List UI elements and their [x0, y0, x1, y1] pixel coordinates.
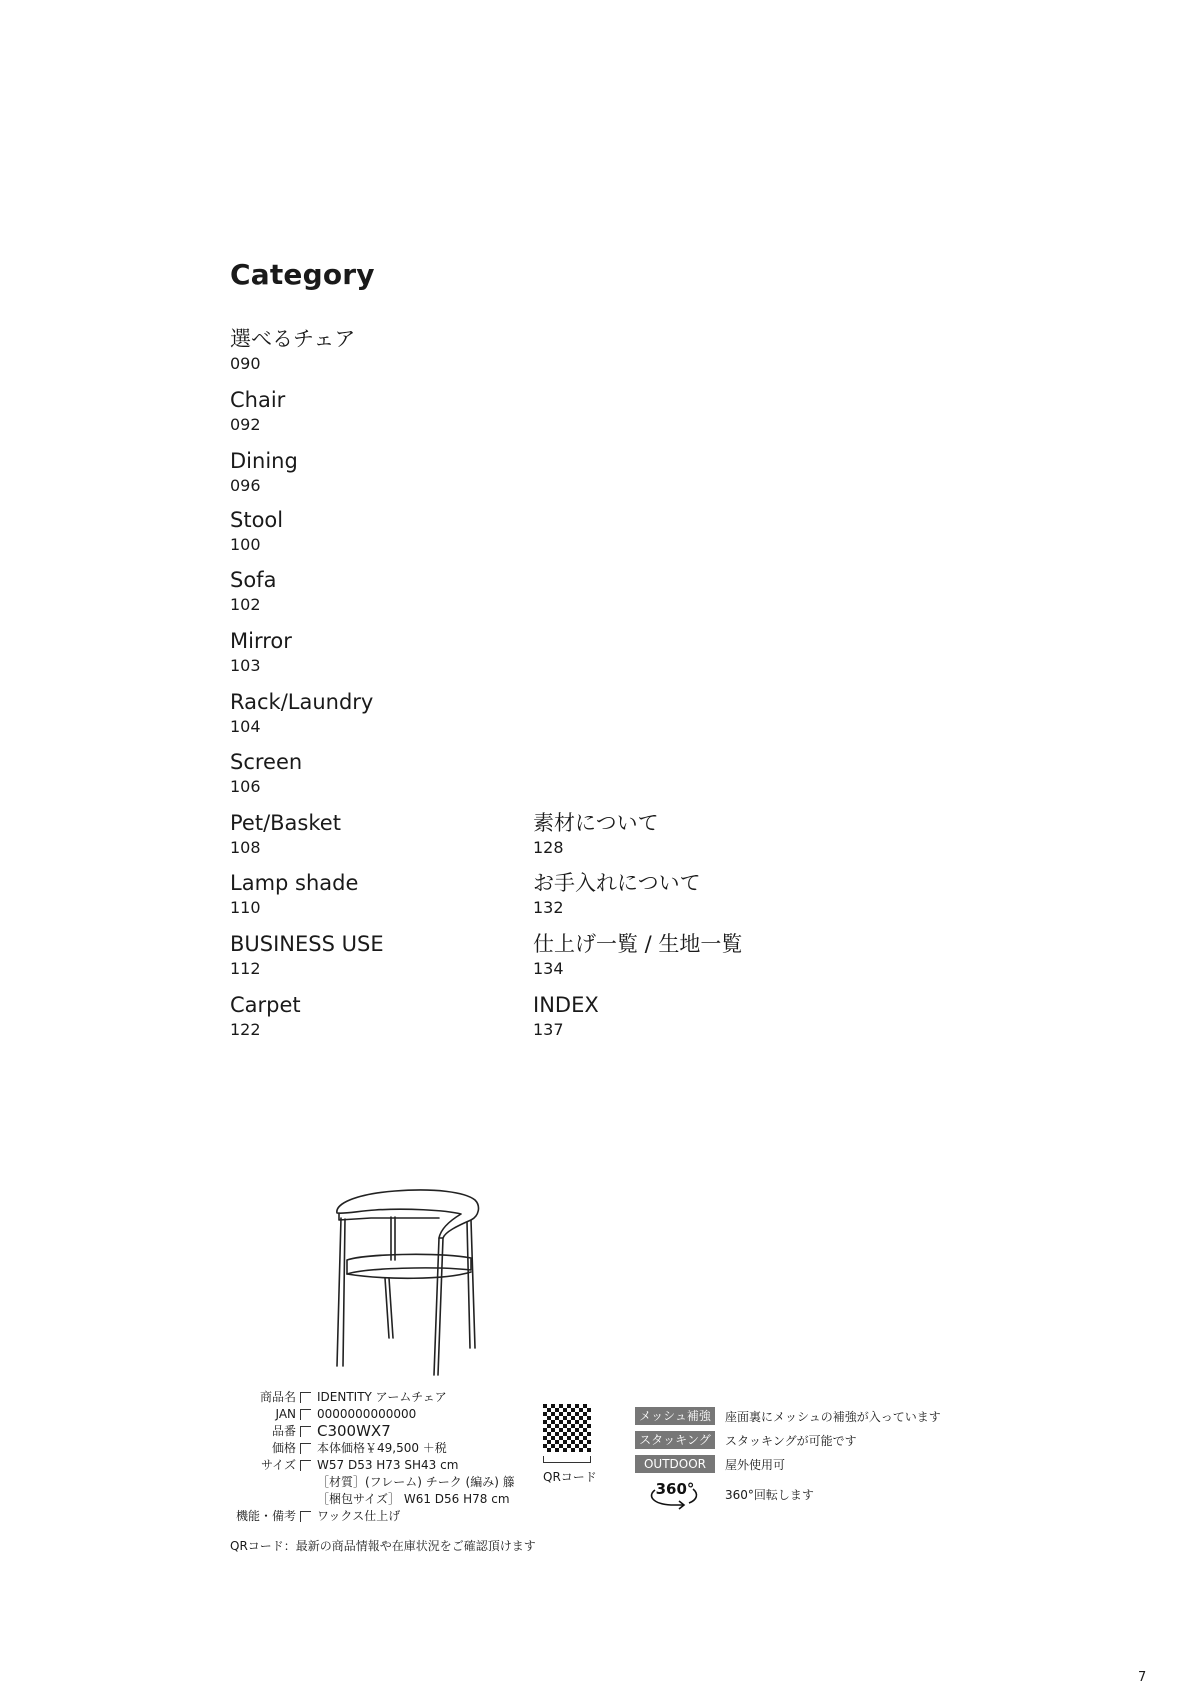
qr-note: QRコード：最新の商品情報や在庫状況をご確認頂けます — [230, 1539, 536, 1553]
category-item[interactable] — [230, 567, 276, 615]
rotate-icon-label: 360° — [655, 1480, 695, 1498]
spec-bracket-icon — [300, 1409, 311, 1420]
mesh-badge: メッシュ補強 — [635, 1407, 715, 1425]
spec-label: JAN — [275, 1407, 296, 1421]
category-item[interactable] — [230, 810, 341, 858]
category-page: 102 — [230, 595, 261, 614]
feature-text: 屋外使用可 — [725, 1457, 786, 1472]
jan-code: 0000000000000 — [317, 1407, 417, 1421]
package-size: ［梱包サイズ］ W61 D56 H78 cm — [317, 1492, 510, 1506]
rotate-360-icon — [635, 1476, 715, 1512]
category-name: Mirror — [230, 629, 292, 653]
category-page: 103 — [230, 656, 261, 675]
category-heading: Category — [230, 258, 375, 291]
category-name: Pet/Basket — [230, 811, 341, 835]
category-page: 110 — [230, 898, 261, 917]
spec-label: サイズ — [260, 1458, 296, 1472]
category-name: INDEX — [533, 993, 599, 1017]
category-page: 096 — [230, 476, 261, 495]
category-page: 122 — [230, 1020, 261, 1039]
product-code: C300WX7 — [317, 1422, 391, 1440]
category-item[interactable] — [230, 992, 301, 1040]
category-name: Dining — [230, 449, 298, 473]
category-item[interactable] — [230, 931, 384, 979]
category-page: 106 — [230, 777, 261, 796]
category-name: Lamp shade — [230, 871, 359, 895]
spec-row-code — [226, 1423, 515, 1440]
feature-row — [635, 1476, 941, 1512]
category-item[interactable] — [230, 507, 283, 555]
spec-label: 機能・備考 — [235, 1509, 296, 1523]
category-name: BUSINESS USE — [230, 932, 384, 956]
feature-text: 座面裏にメッシュの補強が入っています — [725, 1409, 941, 1424]
category-page: 132 — [533, 898, 564, 917]
spec-row-material — [226, 1474, 515, 1491]
chair-illustration — [325, 1180, 505, 1380]
spec-bracket-icon — [300, 1392, 311, 1403]
feature-text: スタッキングが可能です — [725, 1433, 857, 1448]
outdoor-badge: OUTDOOR — [635, 1455, 715, 1473]
spec-bracket-icon — [300, 1460, 311, 1471]
category-item[interactable] — [230, 689, 373, 737]
spec-bracket-icon — [300, 1426, 311, 1437]
stacking-badge: スタッキング — [635, 1431, 715, 1449]
category-name: お手入れについて — [533, 871, 701, 895]
category-page: 128 — [533, 838, 564, 857]
spec-label: 品番 — [271, 1424, 296, 1438]
category-item[interactable] — [533, 931, 742, 979]
category-name: Chair — [230, 388, 286, 412]
spec-row-package — [226, 1491, 515, 1508]
feature-row — [635, 1428, 941, 1452]
feature-text: 360°回転します — [725, 1487, 814, 1502]
qr-bracket — [543, 1456, 591, 1463]
spec-row-name — [226, 1389, 515, 1406]
category-item[interactable] — [230, 870, 358, 918]
spec-row-size — [226, 1457, 515, 1474]
category-name: Stool — [230, 508, 284, 532]
feature-row — [635, 1404, 941, 1428]
category-name: Rack/Laundry — [230, 690, 374, 714]
category-name: Sofa — [230, 568, 277, 592]
category-page: 134 — [533, 959, 564, 978]
category-name: Carpet — [230, 993, 301, 1017]
spec-row-jan — [226, 1406, 515, 1423]
category-item[interactable] — [230, 448, 298, 496]
category-page: 108 — [230, 838, 261, 857]
spec-bracket-icon — [300, 1511, 311, 1522]
product-material: ［材質］(フレーム) チーク (編み) 籐 — [317, 1475, 515, 1489]
spec-row-notes — [226, 1508, 515, 1525]
page-number: 7 — [1138, 1670, 1147, 1685]
category-item[interactable] — [230, 326, 355, 374]
category-page: 092 — [230, 415, 261, 434]
qr-code[interactable] — [543, 1404, 591, 1452]
category-item[interactable] — [533, 870, 701, 918]
category-name: 仕上げ一覧 / 生地一覧 — [533, 932, 743, 956]
category-item[interactable] — [230, 628, 292, 676]
product-spec — [226, 1389, 515, 1525]
product-notes: ワックス仕上げ — [317, 1509, 401, 1523]
category-name: 素材について — [533, 811, 659, 835]
category-name: Screen — [230, 750, 303, 774]
category-name: 選べるチェア — [230, 327, 356, 351]
spec-label: 価格 — [271, 1441, 296, 1455]
category-page: 137 — [533, 1020, 564, 1039]
category-item[interactable] — [533, 992, 599, 1040]
category-page: 090 — [230, 354, 261, 373]
spec-label: 商品名 — [259, 1390, 296, 1404]
feature-row — [635, 1452, 941, 1476]
category-page: 100 — [230, 535, 261, 554]
product-size: W57 D53 H73 SH43 cm — [317, 1458, 459, 1472]
category-item[interactable] — [230, 387, 285, 435]
qr-label: QRコード — [543, 1470, 597, 1484]
feature-list — [635, 1404, 941, 1512]
spec-bracket-icon — [300, 1443, 311, 1454]
spec-row-price — [226, 1440, 515, 1457]
category-page: 112 — [230, 959, 261, 978]
product-price: 本体価格￥49,500 ＋税 — [317, 1441, 447, 1455]
category-item[interactable] — [230, 749, 302, 797]
category-item[interactable] — [533, 810, 659, 858]
product-name: IDENTITY アームチェア — [317, 1390, 447, 1404]
category-page: 104 — [230, 717, 261, 736]
